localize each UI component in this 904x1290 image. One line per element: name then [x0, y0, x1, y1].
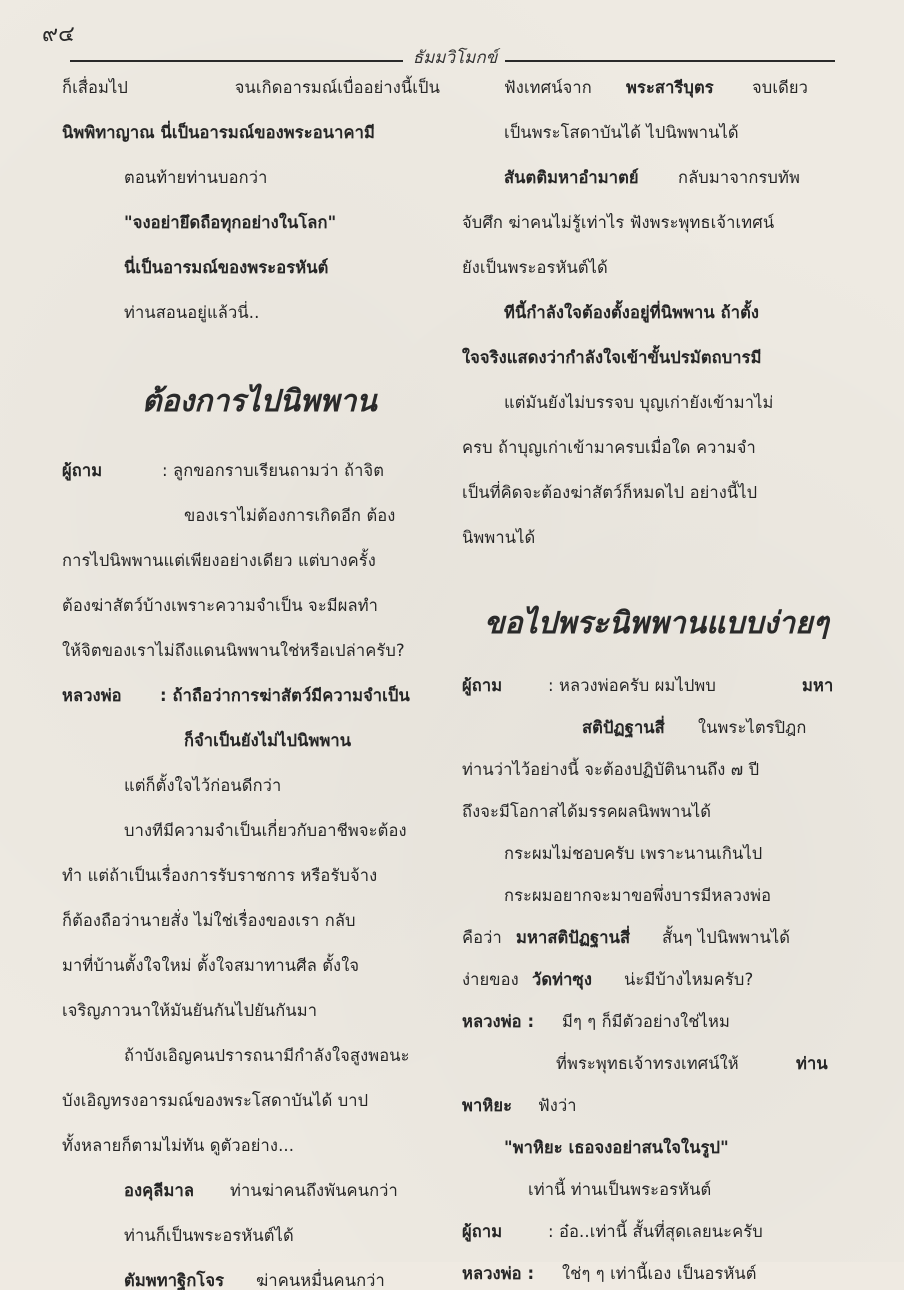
text-line: : หลวงพ่อครับ ผมไปพบ — [548, 676, 716, 695]
text-line: ในพระไตรปิฎก — [698, 718, 807, 737]
text-line-bold: ทีนี้กำลังใจต้องตั้งอยู่ที่นิพพาน ถ้าตั้ง — [504, 303, 760, 322]
text-line: แต่มันยังไม่บรรจบ บุญเก่ายังเข้ามาไม่ — [504, 393, 774, 412]
header-rule-left — [70, 60, 403, 62]
text-line: มีๆ ๆ ก็มีตัวอย่างใช่ไหม — [562, 1012, 730, 1031]
header-rule-right — [505, 60, 835, 62]
section-heading: ขอไปพระนิพพานแบบง่ายๆ — [484, 606, 829, 641]
text-line: น่ะมีบ้างไหมครับ? — [624, 970, 754, 989]
text-line: ท่านสอนอยู่แล้วนี่.. — [124, 303, 260, 322]
text-line: ให้จิตของเราไม่ถึงแดนนิพพานใช่หรือเปล่าครับ? — [62, 641, 405, 660]
text-line: เป็นพระโสดาบันได้ ไปนิพพานได้ — [504, 123, 739, 142]
text-line: ก็จำเป็นยังไม่ไปนิพพาน — [184, 731, 352, 750]
speaker-label: ผู้ถาม — [462, 1222, 503, 1241]
section-heading: ต้องการไปนิพพาน — [142, 384, 377, 419]
speaker-label: หลวงพ่อ : — [462, 1012, 535, 1031]
text-line: ง่ายของ — [462, 970, 519, 989]
running-head: ธัมมวิโมกข์ — [412, 48, 498, 68]
text-line: ท่านว่าไว้อย่างนี้ จะต้องปฏิบัตินานถึง ๗ ปี — [462, 760, 760, 779]
speaker-label: หลวงพ่อ — [62, 686, 122, 705]
text-line: ท่านก็เป็นพระอรหันต์ได้ — [124, 1226, 294, 1245]
text-line-bold: พระสารีบุตร — [626, 78, 714, 97]
text-line: ถ้าบังเอิญคนปรารถนามีกำลังใจสูงพอนะ — [124, 1046, 410, 1065]
text-line: กระผมไม่ชอบครับ เพราะนานเกินไป — [504, 844, 763, 863]
text-line-bold: สติปัฏฐานสี่ — [582, 718, 665, 737]
text-line: : ลูกขอกราบเรียนถามว่า ถ้าจิต — [162, 461, 385, 480]
text-line-bold: มหาสติปัฏฐานสี่ — [516, 928, 631, 947]
text-line-bold: ใจจริงแสดงว่ากำลังใจเข้าขั้นปรมัตถบารมี — [462, 348, 762, 367]
text-line: ยังเป็นพระอรหันต์ได้ — [462, 258, 608, 277]
text-line: ก็เสื่อมไป จนเกิดอารมณ์เบื่ออย่างนี้เป็น — [62, 78, 440, 97]
text-line-bold: วัดท่าซุง — [532, 970, 592, 989]
text-line: ท่านฆ่าคนถึงพันคนกว่า — [230, 1181, 398, 1200]
text-line: จับศึก ฆ่าคนไม่รู้เท่าไร ฟังพระพุทธเจ้าเทศน์ — [462, 213, 775, 232]
speaker-label: ผู้ถาม — [462, 676, 503, 695]
text-line: กลับมาจากรบทัพ — [678, 168, 800, 187]
text-line-bold: ตัมพทาฐิกโจร — [124, 1271, 225, 1290]
text-line: การไปนิพพานแต่เพียงอย่างเดียว แต่บางครั้ง — [62, 551, 376, 570]
text-line: "จงอย่ายึดถือทุกอย่างในโลก" — [124, 213, 337, 232]
text-line: แต่ก็ตั้งใจไว้ก่อนดีกว่า — [124, 776, 282, 795]
text-line: บางทีมีความจำเป็นเกี่ยวกับอาชีพจะต้อง — [124, 821, 407, 840]
page-number: ๙๔ — [42, 22, 75, 47]
text-line: นิพพิทาญาณ นี่เป็นอารมณ์ของพระอนาคามี — [62, 123, 375, 142]
text-line: คือว่า — [462, 928, 502, 947]
text-line: ที่พระพุทธเจ้าทรงเทศน์ให้ — [556, 1054, 739, 1073]
text-line: บังเอิญทรงอารมณ์ของพระโสดาบันได้ บาป — [62, 1091, 369, 1110]
text-line: ต้องฆ่าสัตว์บ้างเพราะความจำเป็น จะมีผลทำ — [62, 596, 378, 615]
text-line: นิพพานได้ — [462, 528, 536, 547]
text-line-bold: "พาหิยะ เธอจงอย่าสนใจในรูป" — [504, 1138, 729, 1157]
text-line: สั้นๆ ไปนิพพานได้ — [662, 928, 791, 947]
text-line: ทำ แต่ถ้าเป็นเรื่องการรับราชการ หรือรับจ้าง — [62, 866, 378, 885]
speaker-label: หลวงพ่อ : — [462, 1264, 535, 1283]
text-line: ครบ ถ้าบุญเก่าเข้ามาครบเมื่อใด ความจำ — [462, 438, 756, 457]
text-line: ใช่ๆ ๆ เท่านี้เอง เป็นอรหันต์ — [562, 1264, 757, 1283]
text-line: เป็นที่คิดจะต้องฆ่าสัตว์ก็หมดไป อย่างนี้ไป — [462, 483, 758, 502]
text-line: : ถ้าถือว่าการฆ่าสัตว์มีความจำเป็น — [160, 686, 410, 705]
text-line: ฟังว่า — [538, 1096, 577, 1115]
text-line: กระผมอยากจะมาขอพึ่งบารมีหลวงพ่อ — [504, 886, 772, 905]
text-line: : อ๋อ..เท่านี้ สั้นที่สุดเลยนะครับ — [548, 1222, 763, 1241]
speaker-label: ผู้ถาม — [62, 461, 103, 480]
text-line-bold: มหา — [802, 676, 834, 695]
text-line: ฆ่าคนหมื่นคนกว่า — [256, 1271, 385, 1290]
text-line-bold: สันตติมหาอำมาตย์ — [504, 168, 639, 187]
text-line: มาที่บ้านตั้งใจใหม่ ตั้งใจสมาทานศีล ตั้งใจ — [62, 956, 360, 975]
text-line: เจริญภาวนาให้มันยันกันไปยันกันมา — [62, 1001, 318, 1020]
text-line: ถึงจะมีโอกาสได้มรรคผลนิพพานได้ — [462, 802, 712, 821]
text-line-bold: องคุลีมาล — [124, 1181, 195, 1200]
text-line: ทั้งหลายก็ตามไม่ทัน ดูตัวอย่าง... — [62, 1136, 295, 1155]
text-line: ฟังเทศน์จาก — [504, 78, 592, 97]
text-line: นี่เป็นอารมณ์ของพระอรหันต์ — [124, 258, 329, 277]
text-line: ของเราไม่ต้องการเกิดอีก ต้อง — [184, 506, 396, 525]
text-line-bold: พาหิยะ — [462, 1096, 513, 1115]
text-line: ตอนท้ายท่านบอกว่า — [124, 168, 268, 187]
text-line: เท่านี้ ท่านเป็นพระอรหันต์ — [528, 1180, 712, 1199]
text-line: จบเดียว — [752, 78, 809, 97]
text-line-bold: ท่าน — [796, 1054, 828, 1073]
text-line: ก็ต้องถือว่านายสั่ง ไม่ใช่เรื่องของเรา กลับ — [62, 911, 356, 930]
